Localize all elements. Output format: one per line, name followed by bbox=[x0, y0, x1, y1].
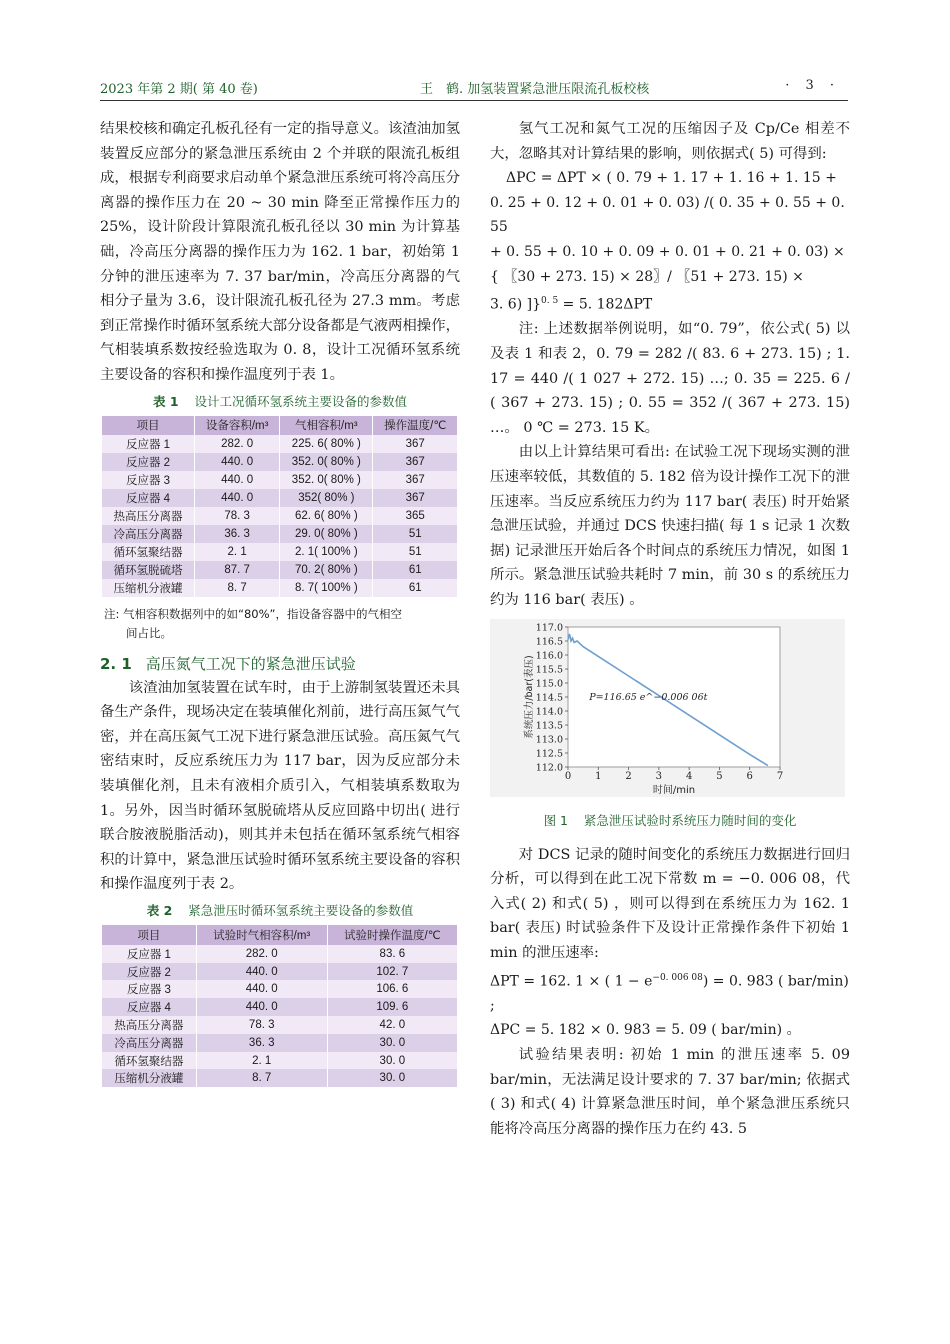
x-tick-label: 6 bbox=[746, 770, 753, 782]
column-header: 项目 bbox=[102, 925, 196, 945]
table-cell: 106. 6 bbox=[327, 980, 457, 998]
table-row bbox=[102, 561, 458, 579]
table-1-title: 设计工况循环氢系统主要设备的参数值 bbox=[194, 393, 407, 409]
equation-note: 注: 上述数据举例说明，如“0. 79”，依公式( 5) 以及表 1 和表 2，0. 79 = 282 /( 83. 6 + 273. 15) ; 1. 17 = 440 /( 1 027 + 272. 15) …; 0. 35 = 225. 6 / ( 367 + 273. 15) ; 0. 55 = 352 /( 367 + 273. 15) …。 0 ℃ = 273. 15 K。 bbox=[490, 321, 850, 436]
article-title: 王 鹤. 加氢装置紧急泄压限流孔板校核 bbox=[420, 82, 650, 97]
note-line: 间占比。 bbox=[126, 625, 172, 640]
y-tick-label: 113.5 bbox=[535, 720, 563, 732]
x-axis-label: 时间/min bbox=[652, 784, 696, 796]
table-1-number: 表 1 bbox=[153, 393, 179, 409]
paragraph: 对 DCS 记录的随时间变化的系统压力数据进行回归分析，可以得到在此工况下常数 m = −0. 006 08，代入式( 2) 和式( 5) ，则可以得到在系统压力为 162. 1 bar( 表压) 时试验条件下及设计正常操作条件下初始 1 min 的泄压速率: bbox=[490, 846, 850, 961]
table-cell: 2. 1( 100% ) bbox=[280, 543, 373, 561]
equation-line bbox=[490, 966, 850, 1019]
table-cell: 367 bbox=[373, 435, 458, 453]
table-cell: 压缩机分液罐 bbox=[102, 579, 195, 597]
pressure-chart bbox=[490, 619, 845, 797]
y-tick-label: 116.0 bbox=[535, 650, 563, 662]
table-row bbox=[102, 525, 458, 543]
equation-part: ΔPT = 162. 1 × ( 1 − e bbox=[490, 973, 653, 990]
table-row bbox=[102, 963, 458, 981]
y-axis-label: 系统压力/bar(表压) bbox=[524, 654, 535, 739]
table-cell: 440. 0 bbox=[196, 998, 327, 1016]
paragraph: 试验结果表明: 初始 1 min 的泄压速率 5. 09 bar/min，无法满足设计要求的 7. 37 bar/min; 依据式( 3) 和式( 4) 计算紧急泄压时间，单个紧急泄压系统只能将冷高压分离器的操作压力在约 43. 5 bbox=[490, 1046, 850, 1137]
table-cell: 反应器 2 bbox=[102, 963, 196, 981]
column-header: 操作温度/℃ bbox=[373, 416, 458, 435]
table-cell: 352. 0( 80% ) bbox=[280, 453, 373, 471]
table-cell: 440. 0 bbox=[195, 489, 280, 507]
table-row bbox=[102, 543, 458, 561]
equation-line: { 〖30 + 273. 15) × 28〗/ 〖51 + 273. 15) × bbox=[490, 268, 804, 285]
table-cell: 29. 0( 80% ) bbox=[280, 525, 373, 543]
equation-line bbox=[490, 289, 850, 317]
x-tick-label: 3 bbox=[655, 770, 663, 782]
table-row bbox=[102, 471, 458, 489]
table-cell: 循环氢聚结器 bbox=[102, 543, 195, 561]
table-row bbox=[102, 1069, 458, 1087]
table-cell: 36. 3 bbox=[196, 1034, 327, 1052]
table-cell: 51 bbox=[373, 543, 458, 561]
table-row bbox=[102, 1052, 458, 1070]
table-cell: 2. 1 bbox=[196, 1052, 327, 1070]
paragraph: 结果校核和确定孔板孔径有一定的指导意义。该渣油加氢装置反应部分的紧急泄压系统由 2 个并联的限流孔板组成，根据专利商要求启动单个紧急泄压系统可将冷高压分离器的操作压力在 20 ~ 30 min 降至正常操作压力的 25%，设计阶段计算限流孔板孔径以 30 min 为计算基础，冷高压分离器的操作压力为 162. 1 bar，初始第 1 分钟的泄压速率为 7. 37 bar/min，冷高压分离器的气相分子量为 3.6，设计限流孔板孔径为 27.3 mm。考虑到正常操作时循环氢系统大部分设备都是气液两相操作，气相装填系数按经验选取为 0. 8，设计工况循环氢系统主要设备的容积和操作温度列于表 1。 bbox=[100, 121, 460, 383]
equation-part: 3. 6) ]} bbox=[490, 296, 541, 313]
figure-1-title: 紧急泄压试验时系统压力随时间的变化 bbox=[583, 812, 797, 828]
table-cell: 352( 80% ) bbox=[280, 489, 373, 507]
table-cell: 30. 0 bbox=[327, 1034, 457, 1052]
column-header: 气相容积/m³ bbox=[280, 416, 373, 435]
table-cell: 热高压分离器 bbox=[102, 507, 195, 525]
table-cell: 225. 6( 80% ) bbox=[280, 435, 373, 453]
table-cell: 440. 0 bbox=[196, 963, 327, 981]
table-cell: 反应器 2 bbox=[102, 453, 195, 471]
table-cell: 36. 3 bbox=[195, 525, 280, 543]
x-tick-label: 5 bbox=[716, 770, 723, 782]
table-cell: 压缩机分液罐 bbox=[102, 1069, 196, 1087]
table-cell: 反应器 4 bbox=[102, 998, 196, 1016]
table-cell: 367 bbox=[373, 453, 458, 471]
equation-line: 0. 25 + 0. 12 + 0. 01 + 0. 03) /( 0. 35 + 0. 55 + 0. 55 bbox=[490, 194, 845, 236]
section-heading bbox=[100, 653, 460, 674]
section-number: 2. 1 bbox=[100, 654, 132, 673]
column-header: 试验时操作温度/℃ bbox=[327, 925, 457, 945]
table-cell: 282. 0 bbox=[196, 945, 327, 963]
table-cell: 440. 0 bbox=[195, 453, 280, 471]
table-cell: 反应器 4 bbox=[102, 489, 195, 507]
x-tick-label: 4 bbox=[685, 770, 693, 782]
table-cell: 反应器 3 bbox=[102, 980, 196, 998]
table-row bbox=[102, 1016, 458, 1034]
right-column bbox=[490, 117, 850, 1141]
table-cell: 冷高压分离器 bbox=[102, 1034, 196, 1052]
table-row bbox=[102, 489, 458, 507]
table-cell: 70. 2( 80% ) bbox=[280, 561, 373, 579]
page-number: · 3 · bbox=[785, 78, 840, 93]
table-row bbox=[102, 1034, 458, 1052]
paragraph: 由以上计算结果可看出: 在试验工况下现场实测的泄压速率较低，其数值的 5. 182 倍为设计操作工况下的泄压速率。当反应系统压力约为 117 bar( 表压) 时开始紧急泄压试验，并通过 DCS 快速扫描( 每 1 s 记录 1 次数据) 记录泄压开始后各个时间点的系统压力情况，如图 1 所示。紧急泄压试验共耗时 7 min，前 30 s 的系统压力约为 116 bar( 表压) 。 bbox=[490, 444, 850, 608]
equation-part: ) = 0. 983 ( bar/min) ; bbox=[490, 973, 849, 1014]
table-1 bbox=[102, 416, 458, 597]
y-tick-label: 115.0 bbox=[535, 678, 563, 690]
table-2-number: 表 2 bbox=[146, 902, 173, 918]
table-cell: 61 bbox=[373, 561, 458, 579]
equation-line: + 0. 55 + 0. 10 + 0. 09 + 0. 01 + 0. 21 + 0. 03) × bbox=[490, 243, 845, 260]
table-cell: 热高压分离器 bbox=[102, 1016, 196, 1034]
table-row bbox=[102, 453, 458, 471]
regression-formula: P=116.65 e^−0.006 06t bbox=[589, 691, 708, 703]
table-2 bbox=[102, 925, 458, 1087]
table-2-caption bbox=[100, 901, 460, 919]
y-tick-label: 116.5 bbox=[535, 636, 563, 648]
paragraph: 氢气工况和氮气工况的压缩因子及 Cp/Ce 相差不大，忽略其对计算结果的影响，则依据式( 5) 可得到: bbox=[490, 121, 850, 162]
left-column bbox=[100, 117, 460, 1087]
table-cell: 352. 0( 80% ) bbox=[280, 471, 373, 489]
table-cell: 78. 3 bbox=[196, 1016, 327, 1034]
y-tick-label: 113.0 bbox=[535, 734, 563, 746]
table-row bbox=[102, 507, 458, 525]
table-cell: 78. 3 bbox=[195, 507, 280, 525]
column-header: 设备容积/m³ bbox=[195, 416, 280, 435]
equation-exponent: 0. 5 bbox=[541, 296, 559, 307]
table-cell: 冷高压分离器 bbox=[102, 525, 195, 543]
table-cell: 367 bbox=[373, 489, 458, 507]
table-cell: 循环氢脱硫塔 bbox=[102, 561, 195, 579]
figure-1-caption bbox=[490, 811, 850, 829]
table-cell: 反应器 3 bbox=[102, 471, 195, 489]
x-tick-label: 7 bbox=[776, 770, 784, 782]
figure-1-number: 图 1 bbox=[543, 812, 568, 828]
table-cell: 87. 7 bbox=[195, 561, 280, 579]
note-line: 注: 气相容积数据列中的如“80%”，指设备容器中的气相空 bbox=[104, 606, 403, 621]
y-tick-label: 112.5 bbox=[535, 748, 563, 760]
equation-line: ΔPC = 5. 182 × 0. 983 = 5. 09 ( bar/min) 。 bbox=[490, 1022, 801, 1039]
y-tick-label: 117.0 bbox=[535, 622, 563, 634]
column-header: 试验时气相容积/m³ bbox=[196, 925, 327, 945]
table-row bbox=[102, 980, 458, 998]
paragraph: 该渣油加氢装置在试车时，由于上游制氢装置还未具备生产条件，现场决定在装填催化剂前，进行高压氮气气密，并在高压氮气工况下进行紧急泄压试验。高压氮气气密结束时，反应系统压力为 117 bar，因为反应部分未装填催化剂，且未有液相介质引入，气相装填系数取为 1。另外，因当时循环氢脱硫塔从反应回路中切出( 进行联合胺液脱脂活动)，则其并未包括在循环氢系统气相容积的计算中，紧急泄压试验时循环氢系统主要设备的容积和操作温度列于表 2。 bbox=[100, 679, 460, 893]
table-row bbox=[102, 579, 458, 597]
running-header bbox=[100, 78, 848, 101]
y-tick-label: 114.5 bbox=[535, 692, 563, 704]
table-1-caption bbox=[100, 392, 460, 410]
table-cell: 循环氢聚结器 bbox=[102, 1052, 196, 1070]
table-row bbox=[102, 435, 458, 453]
figure-1 bbox=[490, 619, 845, 797]
table-cell: 365 bbox=[373, 507, 458, 525]
x-tick-label: 1 bbox=[595, 770, 602, 782]
table-row bbox=[102, 998, 458, 1016]
table-cell: 8. 7 bbox=[196, 1069, 327, 1087]
table-cell: 8. 7( 100% ) bbox=[280, 579, 373, 597]
table-cell: 282. 0 bbox=[195, 435, 280, 453]
table-cell: 反应器 1 bbox=[102, 435, 195, 453]
table-cell: 30. 0 bbox=[327, 1069, 457, 1087]
section-title: 高压氮气工况下的紧急泄压试验 bbox=[145, 654, 356, 673]
table-cell: 109. 6 bbox=[327, 998, 457, 1016]
table-cell: 反应器 1 bbox=[102, 945, 196, 963]
table-cell: 8. 7 bbox=[195, 579, 280, 597]
table-cell: 42. 0 bbox=[327, 1016, 457, 1034]
table-cell: 367 bbox=[373, 471, 458, 489]
table-cell: 51 bbox=[373, 525, 458, 543]
table-cell: 2. 1 bbox=[195, 543, 280, 561]
equation-line: ΔPC = ΔPT × ( 0. 79 + 1. 17 + 1. 16 + 1. 15 + bbox=[506, 170, 837, 187]
issue-info: 2023 年第 2 期( 第 40 卷) bbox=[100, 82, 258, 97]
table-cell: 440. 0 bbox=[196, 980, 327, 998]
table-2-title: 紧急泄压时循环氢系统主要设备的参数值 bbox=[188, 902, 414, 918]
table-cell: 102. 7 bbox=[327, 963, 457, 981]
table-1-note bbox=[100, 605, 460, 643]
x-tick-label: 0 bbox=[564, 770, 572, 782]
column-header: 项目 bbox=[102, 416, 195, 435]
x-tick-label: 2 bbox=[625, 770, 632, 782]
equation-part: = 5. 182ΔPT bbox=[558, 296, 653, 313]
y-tick-label: 112.0 bbox=[535, 762, 563, 774]
equation-exponent: −0. 006 08 bbox=[652, 972, 703, 983]
table-cell: 83. 6 bbox=[327, 945, 457, 963]
table-row bbox=[102, 945, 458, 963]
table-cell: 62. 6( 80% ) bbox=[280, 507, 373, 525]
table-cell: 61 bbox=[373, 579, 458, 597]
y-tick-label: 114.0 bbox=[535, 706, 563, 718]
table-cell: 30. 0 bbox=[327, 1052, 457, 1070]
y-tick-label: 115.5 bbox=[535, 664, 563, 676]
table-cell: 440. 0 bbox=[195, 471, 280, 489]
